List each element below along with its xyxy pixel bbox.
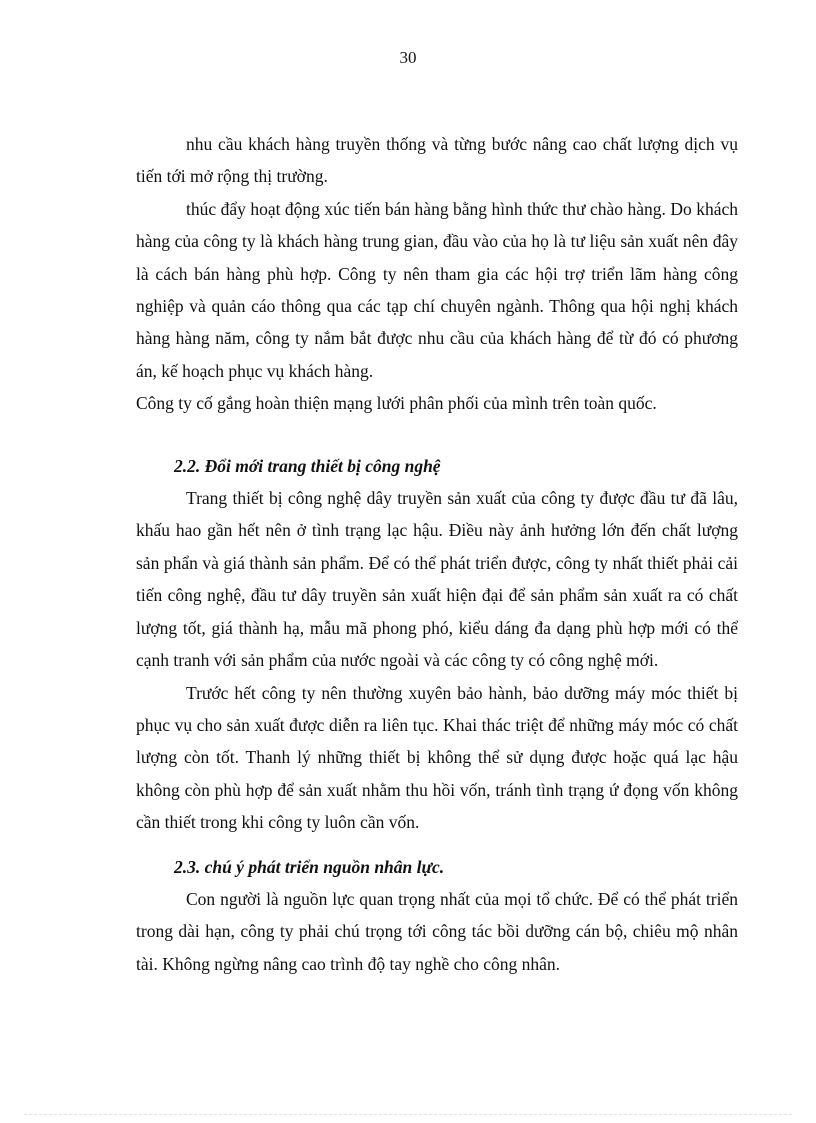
section-gap xyxy=(136,839,738,851)
page-bottom-rule xyxy=(24,1114,792,1115)
paragraph-equipment-status: Trang thiết bị công nghệ dây truyền sản xuất của công ty được đầu tư đã lâu, khấu hao gần hết nên ở tình trạng lạc hậu. Điều này ảnh hưởng lớn đến chất lượng sản phẩn và giá thành sản phẩm. Để có thể phát triển được, công ty nhất thiết phải cải tiến công nghệ, đầu tư dây truyền sản xuất hiện đại để sản phẩm sản xuất ra có chất lượng tốt, giá thành hạ, mẫu mã phong phó, kiểu dáng đa dạng phù hợp mới có thể cạnh tranh với sản phẩm của nước ngoài và các công ty có công nghệ mới. xyxy=(136,488,738,671)
section-gap xyxy=(136,420,738,450)
page-number: 30 xyxy=(399,48,417,67)
paragraph-sales-promotion: thúc đẩy hoạt động xúc tiến bán hàng bằng hình thức thư chào hàng. Do khách hàng của công ty là khách hàng trung gian, đầu vào của họ là tư liệu sản xuất nên đây là cách bán hàng phù hợp. Công ty nên tham gia các hội trợ triển lãm hàng công nghiệp và quản cáo thông qua các tạp chí chuyên ngành. Thông qua hội nghị khách hàng hàng năm, công ty nắm bắt được nhu cầu của khách hàng để từ đó có phương án, kế hoạch phục vụ khách hàng. xyxy=(136,198,738,381)
section-heading-equipment: 2.2. Đổi mới trang thiết bị công nghệ xyxy=(174,455,441,476)
document-body xyxy=(136,128,738,980)
paragraph-distribution-network: Công ty cố gắng hoàn thiện mạng lưới phân phối của mình trên toàn quốc. xyxy=(136,393,657,414)
section-heading-human-resources: 2.3. chú ý phát triển nguồn nhân lực. xyxy=(174,856,445,877)
paragraph-equipment-maintenance: Trước hết công ty nên thường xuyên bảo hành, bảo dưỡng máy móc thiết bị phục vụ cho sản xuất được diễn ra liên tục. Khai thác triệt để những máy móc có chất lượng còn tốt. Thanh lý những thiết bị không thể sử dụng được hoặc quá lạc hậu không còn phù hợp để sản xuất nhằm thu hồi vốn, tránh tình trạng ứ đọng vốn không cần thiết trong khi công ty luôn cần vốn. xyxy=(136,682,738,833)
paragraph-customer-needs: nhu cầu khách hàng truyền thống và từng bước nâng cao chất lượng dịch vụ tiến tới mở rộng thị trường. xyxy=(136,134,738,187)
paragraph-human-resources: Con người là nguồn lực quan trọng nhất của mọi tổ chức. Để có thể phát triển trong dài hạn, công ty phải chú trọng tới công tác bồi dưỡng cán bộ, chiêu mộ nhân tài. Không ngừng nâng cao trình độ tay nghề cho công nhân. xyxy=(136,888,738,974)
